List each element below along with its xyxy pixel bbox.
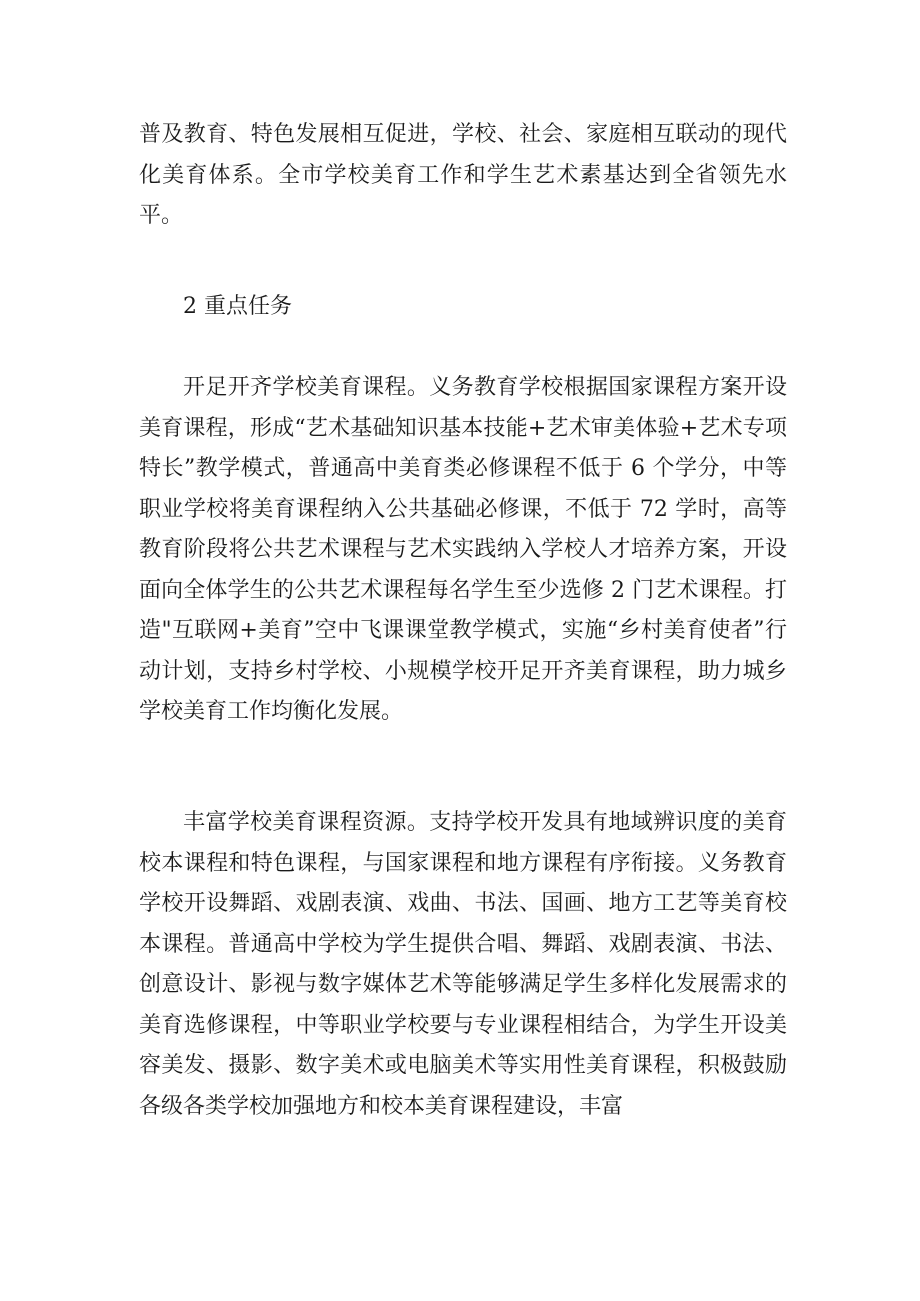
paragraph-continued: 普及教育、特色发展相互促进，学校、社会、家庭相互联动的现代化美育体系。全市学校美育工作和学生艺术素基达到全省领先水平。 bbox=[139, 122, 787, 228]
paragraph-art-courses: 开足开齐学校美育课程。义务教育学校根据国家课程方案开设美育课程，形成“艺术基础知识基本技能+艺术审美体验+艺术专项特长”教学模式，普通高中美育类必修课程不低于 6 个学分，中等职业学校将美育课程纳入公共基础必修课，不低于 72 学时，高等教育阶段将公共艺术课程与艺术实践纳入学校人才培养方案，开设面向全体学生的公共艺术课程每名学生至少选修 2 门艺术课程。打造"互联网+美育”空中飞课课堂教学模式，实施“乡村美育使者”行动计划，支持乡村学校、小规模学校开足开齐美育课程，助力城乡学校美育工作均衡化发展。 bbox=[139, 375, 787, 724]
paragraph-course-resources: 丰富学校美育课程资源。支持学校开发具有地域辨识度的美育校本课程和特色课程，与国家课程和地方课程有序衔接。义务教育学校开设舞蹈、戏剧表演、戏曲、书法、国画、地方工艺等美育校本课程。普通高中学校为学生提供合唱、舞蹈、戏剧表演、书法、创意设计、影视与数字媒体艺术等能够满足学生多样化发展需求的美育选修课程，中等职业学校要与专业课程相结合，为学生开设美容美发、摄影、数字美术或电脑美术等实用性美育课程，积极鼓励各级各类学校加强地方和校本美育课程建设，丰富 bbox=[139, 810, 787, 1119]
section-heading: 2 重点任务 bbox=[183, 294, 292, 319]
